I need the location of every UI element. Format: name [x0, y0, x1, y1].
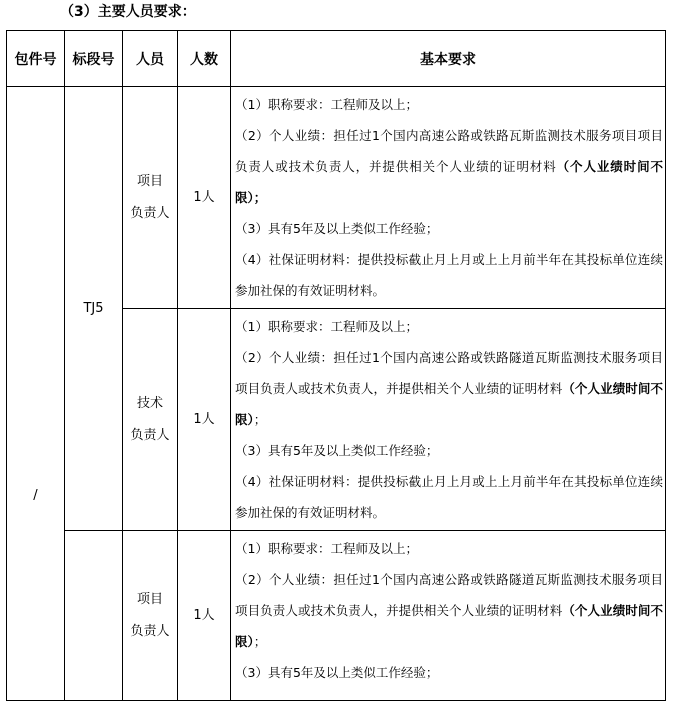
- req-item: （4）社保证明材料：提供投标截止月上月或上上月前半年在其投标单位连续参加社保的有效证明材料。: [235, 252, 663, 298]
- req-emphasis: （个人业绩时间不限）: [235, 159, 663, 205]
- role-line-2: 负责人: [130, 623, 170, 639]
- requirements-cell: [231, 87, 666, 309]
- personnel-cell: [123, 531, 178, 701]
- section-no-value: TJ5: [83, 300, 104, 316]
- req-text: （2）个人业绩：担任过1个国内高速公路或铁路隧道瓦斯监测技术服务项目项目负责人或技术负责人，并提供相关个人业绩的证明材料: [235, 572, 663, 618]
- role-line-2: 负责人: [130, 427, 170, 443]
- req-suffix: ；: [253, 412, 267, 427]
- req-item: （1）职称要求：工程师及以上；: [235, 97, 418, 112]
- req-suffix: ；: [253, 190, 267, 205]
- role-line-1: 项目: [136, 591, 163, 607]
- personnel-requirements-table: [6, 30, 666, 701]
- req-item: （1）职称要求：工程师及以上；: [235, 319, 418, 334]
- requirements-cell: [231, 309, 666, 531]
- req-item: （3）具有5年及以上类似工作经验；: [235, 665, 439, 680]
- count-cell: 1人: [178, 309, 231, 531]
- requirements-cell: [231, 531, 666, 701]
- req-item: （3）具有5年及以上类似工作经验；: [235, 221, 439, 236]
- req-emphasis: （个人业绩时间不限）: [235, 603, 663, 649]
- role-line-1: 技术: [136, 395, 163, 411]
- req-item: （1）职称要求：工程师及以上；: [235, 541, 418, 556]
- count-cell: 1人: [178, 531, 231, 701]
- table-header-row: [7, 31, 666, 87]
- header-requirements: 基本要求: [231, 31, 666, 87]
- header-personnel: 人员: [123, 31, 178, 87]
- table-row: [7, 531, 666, 701]
- section-heading: （3）主要人员要求：: [60, 4, 196, 20]
- role-line-1: 项目: [136, 173, 163, 189]
- header-package-no: 包件号: [7, 31, 65, 87]
- personnel-cell: [123, 309, 178, 531]
- req-suffix: ；: [253, 634, 267, 649]
- personnel-cell: [123, 87, 178, 309]
- section-no-cell: [65, 87, 123, 531]
- role-line-2: 负责人: [130, 205, 170, 221]
- req-item: [235, 342, 663, 435]
- header-count: 人数: [178, 31, 231, 87]
- req-emphasis: （个人业绩时间不限）: [235, 381, 663, 427]
- req-item: [235, 120, 663, 213]
- req-item: （4）社保证明材料：提供投标截止月上月或上上月前半年在其投标单位连续参加社保的有效证明材料。: [235, 474, 663, 520]
- req-item: [235, 564, 663, 657]
- section-no-cell: [65, 531, 123, 701]
- req-item: （3）具有5年及以上类似工作经验；: [235, 443, 439, 458]
- header-section-no: 标段号: [65, 31, 123, 87]
- package-no-value: /: [33, 488, 38, 503]
- table-row: [7, 87, 666, 309]
- req-text: （2）个人业绩：担任过1个国内高速公路或铁路瓦斯监测技术服务项目项目负责人或技术负责人，并提供相关个人业绩的证明材料: [235, 128, 663, 174]
- req-text: （2）个人业绩：担任过1个国内高速公路或铁路隧道瓦斯监测技术服务项目项目负责人或技术负责人，并提供相关个人业绩的证明材料: [235, 350, 663, 396]
- count-cell: 1人: [178, 87, 231, 309]
- package-no-cell: [7, 87, 65, 701]
